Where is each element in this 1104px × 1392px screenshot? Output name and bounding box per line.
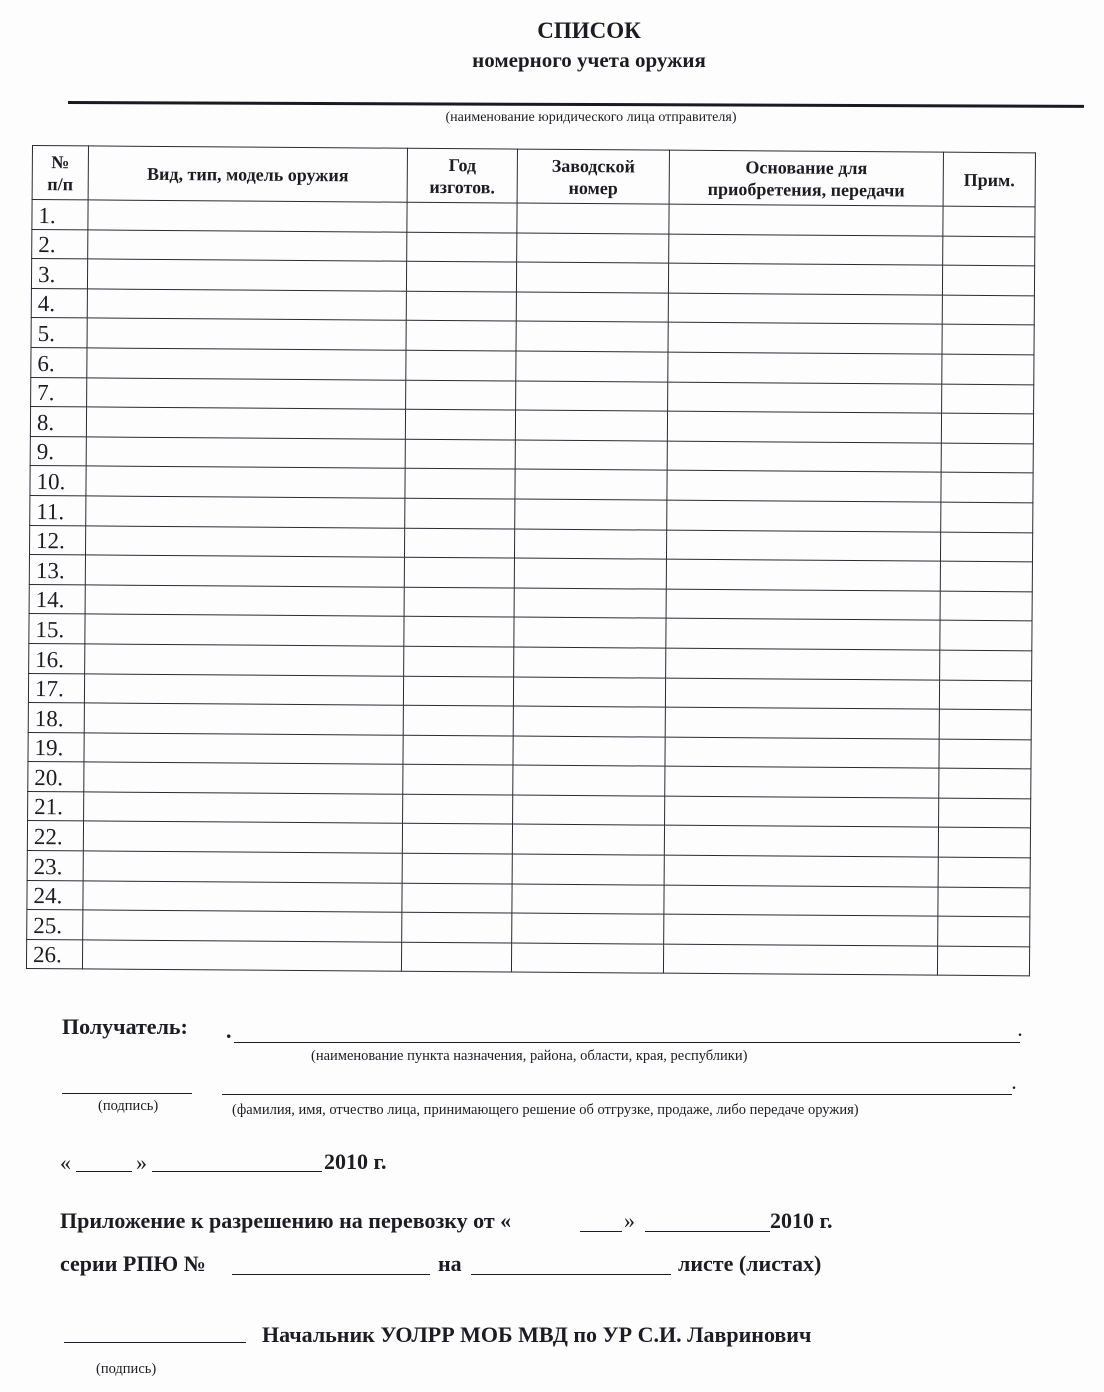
basis-cell[interactable] bbox=[665, 737, 939, 769]
serial-cell[interactable] bbox=[512, 825, 664, 856]
basis-cell[interactable] bbox=[666, 530, 940, 562]
year-cell[interactable] bbox=[403, 765, 513, 795]
row-number: 1. bbox=[32, 200, 88, 230]
year-cell[interactable] bbox=[404, 646, 514, 676]
note-cell[interactable] bbox=[941, 443, 1033, 473]
note-cell[interactable] bbox=[939, 739, 1031, 769]
year-cell[interactable] bbox=[404, 587, 514, 617]
model-cell[interactable] bbox=[83, 910, 402, 942]
note-cell[interactable] bbox=[939, 768, 1031, 798]
date-year: 2010 г. bbox=[324, 1149, 387, 1174]
appendix-close-quote: » bbox=[624, 1208, 635, 1233]
recipient-dot-prefix: . bbox=[226, 1018, 232, 1043]
basis-cell[interactable] bbox=[664, 826, 938, 858]
basis-cell[interactable] bbox=[664, 885, 938, 917]
year-cell[interactable] bbox=[406, 291, 516, 321]
serial-cell[interactable] bbox=[515, 440, 667, 471]
note-cell[interactable] bbox=[943, 206, 1035, 236]
basis-cell[interactable] bbox=[665, 678, 939, 710]
model-cell[interactable] bbox=[86, 437, 405, 469]
sheets-label: листе (листах) bbox=[678, 1251, 822, 1276]
model-cell[interactable] bbox=[85, 585, 404, 617]
serial-cell[interactable] bbox=[514, 647, 666, 678]
year-cell[interactable] bbox=[402, 853, 512, 883]
appendix-year: 2010 г. bbox=[770, 1208, 833, 1233]
basis-cell[interactable] bbox=[663, 944, 937, 976]
model-cell[interactable] bbox=[84, 792, 403, 824]
model-cell[interactable] bbox=[83, 851, 402, 883]
weapons-table-container bbox=[26, 145, 1035, 977]
year-cell[interactable] bbox=[405, 439, 515, 469]
basis-cell[interactable] bbox=[667, 441, 941, 473]
serial-cell[interactable] bbox=[513, 677, 665, 708]
note-cell[interactable] bbox=[939, 680, 1031, 710]
model-cell[interactable] bbox=[88, 200, 407, 232]
note-cell[interactable] bbox=[942, 354, 1034, 384]
year-cell[interactable] bbox=[402, 883, 512, 913]
serial-cell[interactable] bbox=[512, 913, 664, 944]
serial-cell[interactable] bbox=[512, 884, 664, 915]
serial-cell[interactable] bbox=[514, 529, 666, 560]
model-cell[interactable] bbox=[85, 525, 404, 557]
year-cell[interactable] bbox=[406, 380, 516, 410]
on-label: на bbox=[438, 1251, 462, 1276]
year-cell[interactable] bbox=[402, 824, 512, 854]
year-cell[interactable] bbox=[405, 409, 515, 439]
serial-cell[interactable] bbox=[514, 558, 666, 589]
serial-cell[interactable] bbox=[513, 765, 665, 796]
model-cell[interactable] bbox=[83, 821, 402, 853]
row-number: 4. bbox=[31, 288, 87, 318]
recipient-destination-field[interactable] bbox=[234, 1042, 1020, 1043]
model-cell[interactable] bbox=[84, 762, 403, 794]
note-cell[interactable] bbox=[940, 561, 1032, 591]
serial-cell[interactable] bbox=[516, 381, 668, 412]
note-cell[interactable] bbox=[941, 413, 1033, 443]
row-number: 12. bbox=[29, 525, 85, 555]
row-number: 24. bbox=[27, 880, 83, 910]
person-caption: (фамилия, имя, отчество лица, принимающего решение об отгрузке, продаже, либо передаче оружия) bbox=[232, 1102, 859, 1118]
destination-caption: (наименование пункта назначения, района, области, края, республики) bbox=[311, 1048, 748, 1064]
year-cell[interactable] bbox=[407, 232, 517, 262]
row-number: 8. bbox=[30, 407, 86, 437]
basis-cell[interactable] bbox=[667, 471, 941, 503]
document-subtitle: номерного учета оружия bbox=[472, 48, 706, 72]
year-cell[interactable] bbox=[403, 794, 513, 824]
model-cell[interactable] bbox=[86, 496, 405, 528]
recipient-dot-suffix: . bbox=[1018, 1023, 1022, 1040]
basis-cell[interactable] bbox=[664, 914, 938, 946]
row-number: 5. bbox=[31, 318, 87, 348]
official-title: Начальник УОЛРР МОБ МВД по УР С.И. Лавринович bbox=[262, 1322, 812, 1347]
model-cell[interactable] bbox=[83, 881, 402, 913]
row-number: 11. bbox=[30, 495, 86, 525]
basis-cell[interactable] bbox=[665, 766, 939, 798]
year-cell[interactable] bbox=[404, 557, 514, 587]
serial-cell[interactable] bbox=[514, 617, 666, 648]
model-cell[interactable] bbox=[86, 466, 405, 498]
basis-cell[interactable] bbox=[666, 559, 940, 591]
recipient-signature-caption: (подпись) bbox=[98, 1098, 159, 1114]
series-label: серии РПЮ № bbox=[60, 1251, 206, 1276]
basis-cell[interactable] bbox=[669, 204, 943, 236]
recipient-person-dot: . bbox=[1012, 1076, 1016, 1093]
column-header-number: № п/п bbox=[32, 146, 88, 200]
year-cell[interactable] bbox=[405, 498, 515, 528]
note-cell[interactable] bbox=[942, 265, 1034, 295]
row-number: 13. bbox=[29, 555, 85, 585]
model-cell[interactable] bbox=[86, 407, 405, 439]
serial-cell[interactable] bbox=[512, 854, 664, 885]
serial-cell[interactable] bbox=[513, 795, 665, 826]
appendix-day-field[interactable] bbox=[580, 1231, 622, 1232]
basis-cell[interactable] bbox=[667, 500, 941, 532]
table-row bbox=[26, 939, 1029, 976]
serial-cell[interactable] bbox=[516, 351, 668, 382]
year-cell[interactable] bbox=[403, 735, 513, 765]
model-cell[interactable] bbox=[85, 614, 404, 646]
serial-cell[interactable] bbox=[513, 736, 665, 767]
recipient-signature-field[interactable] bbox=[62, 1093, 192, 1094]
column-header-note: Прим. bbox=[943, 152, 1035, 207]
serial-cell[interactable] bbox=[515, 469, 667, 500]
model-cell[interactable] bbox=[84, 703, 403, 735]
year-cell[interactable] bbox=[406, 321, 516, 351]
serial-cell[interactable] bbox=[516, 292, 668, 323]
basis-cell[interactable] bbox=[669, 234, 943, 266]
model-cell[interactable] bbox=[85, 555, 404, 587]
model-cell[interactable] bbox=[84, 733, 403, 765]
row-number: 16. bbox=[29, 643, 85, 673]
year-cell[interactable] bbox=[403, 705, 513, 735]
year-cell[interactable] bbox=[401, 942, 511, 972]
model-cell[interactable] bbox=[88, 230, 407, 262]
column-header-model: Вид, тип, модель оружия bbox=[88, 146, 407, 202]
note-cell[interactable] bbox=[938, 916, 1030, 946]
serial-cell[interactable] bbox=[515, 410, 667, 441]
serial-cell[interactable] bbox=[514, 588, 666, 619]
column-header-year: Год изготов. bbox=[407, 148, 517, 203]
note-cell[interactable] bbox=[941, 502, 1033, 532]
year-cell[interactable] bbox=[405, 469, 515, 499]
row-number: 21. bbox=[28, 791, 84, 821]
note-cell[interactable] bbox=[942, 325, 1034, 355]
note-cell[interactable] bbox=[938, 857, 1030, 887]
document-title: СПИСОК bbox=[537, 18, 641, 43]
note-cell[interactable] bbox=[940, 591, 1032, 621]
row-number: 18. bbox=[28, 703, 84, 733]
model-cell[interactable] bbox=[87, 348, 406, 380]
note-cell[interactable] bbox=[938, 887, 1030, 917]
basis-cell[interactable] bbox=[668, 382, 942, 414]
year-cell[interactable] bbox=[403, 676, 513, 706]
row-number: 17. bbox=[28, 673, 84, 703]
note-cell[interactable] bbox=[942, 295, 1034, 325]
note-cell[interactable] bbox=[937, 946, 1029, 976]
row-number: 3. bbox=[31, 259, 87, 289]
model-cell[interactable] bbox=[84, 673, 403, 705]
basis-cell[interactable] bbox=[665, 796, 939, 828]
row-number: 22. bbox=[27, 821, 83, 851]
column-header-basis: Основание для приобретения, передачи bbox=[669, 150, 943, 206]
note-cell[interactable] bbox=[940, 532, 1032, 562]
row-number: 6. bbox=[31, 347, 87, 377]
note-cell[interactable] bbox=[939, 709, 1031, 739]
model-cell[interactable] bbox=[82, 940, 401, 972]
basis-cell[interactable] bbox=[666, 589, 940, 621]
basis-cell[interactable] bbox=[664, 855, 938, 887]
sender-caption: (наименование юридического лица отправителя) bbox=[445, 110, 737, 125]
note-cell[interactable] bbox=[938, 828, 1030, 858]
serial-cell[interactable] bbox=[513, 706, 665, 737]
year-cell[interactable] bbox=[404, 528, 514, 558]
sender-name-field[interactable] bbox=[68, 101, 1084, 108]
recipient-label: Получатель: bbox=[62, 1014, 188, 1039]
note-cell[interactable] bbox=[939, 798, 1031, 828]
basis-cell[interactable] bbox=[667, 411, 941, 443]
sheets-count-field[interactable] bbox=[471, 1274, 671, 1275]
note-cell[interactable] bbox=[940, 620, 1032, 650]
model-cell[interactable] bbox=[87, 289, 406, 321]
date-close-quote: » bbox=[136, 1150, 147, 1175]
basis-cell[interactable] bbox=[668, 293, 942, 325]
appendix-month-field[interactable] bbox=[645, 1231, 770, 1232]
serial-cell[interactable] bbox=[517, 233, 669, 264]
basis-cell[interactable] bbox=[668, 323, 942, 355]
row-number: 25. bbox=[27, 910, 83, 940]
model-cell[interactable] bbox=[85, 644, 404, 676]
table-body bbox=[26, 200, 1035, 977]
serial-cell[interactable] bbox=[511, 943, 663, 974]
year-cell[interactable] bbox=[407, 202, 517, 232]
row-number: 7. bbox=[31, 377, 87, 407]
note-cell[interactable] bbox=[941, 473, 1033, 503]
row-number: 15. bbox=[29, 614, 85, 644]
row-number: 14. bbox=[29, 584, 85, 614]
serial-cell[interactable] bbox=[516, 321, 668, 352]
serial-cell[interactable] bbox=[515, 499, 667, 530]
recipient-person-field[interactable] bbox=[222, 1094, 1012, 1095]
basis-cell[interactable] bbox=[666, 618, 940, 650]
basis-cell[interactable] bbox=[666, 648, 940, 680]
weapons-table bbox=[26, 145, 1036, 977]
year-cell[interactable] bbox=[402, 912, 512, 942]
date-month-field[interactable] bbox=[152, 1171, 322, 1172]
row-number: 2. bbox=[32, 229, 88, 259]
year-cell[interactable] bbox=[406, 350, 516, 380]
model-cell[interactable] bbox=[87, 377, 406, 409]
year-cell[interactable] bbox=[406, 261, 516, 291]
model-cell[interactable] bbox=[87, 259, 406, 291]
table-header-row bbox=[32, 146, 1035, 207]
model-cell[interactable] bbox=[87, 318, 406, 350]
row-number: 19. bbox=[28, 732, 84, 762]
date-day-field[interactable] bbox=[76, 1171, 132, 1172]
basis-cell[interactable] bbox=[668, 352, 942, 384]
official-signature-field[interactable] bbox=[64, 1342, 246, 1343]
basis-cell[interactable] bbox=[668, 263, 942, 295]
note-cell[interactable] bbox=[943, 236, 1035, 266]
note-cell[interactable] bbox=[940, 650, 1032, 680]
row-number: 10. bbox=[30, 466, 86, 496]
official-signature-caption: (подпись) bbox=[96, 1361, 157, 1377]
note-cell[interactable] bbox=[942, 384, 1034, 414]
basis-cell[interactable] bbox=[665, 707, 939, 739]
year-cell[interactable] bbox=[404, 617, 514, 647]
row-number: 20. bbox=[28, 762, 84, 792]
appendix-text: Приложение к разрешению на перевозку от « bbox=[60, 1208, 512, 1233]
row-number: 9. bbox=[30, 436, 86, 466]
serial-cell[interactable] bbox=[517, 203, 669, 234]
serial-cell[interactable] bbox=[516, 262, 668, 293]
row-number: 26. bbox=[26, 939, 82, 969]
series-number-field[interactable] bbox=[232, 1274, 430, 1275]
column-header-serial: Заводской номер bbox=[517, 149, 669, 204]
row-number: 23. bbox=[27, 851, 83, 881]
date-open-quote: « bbox=[60, 1150, 71, 1175]
